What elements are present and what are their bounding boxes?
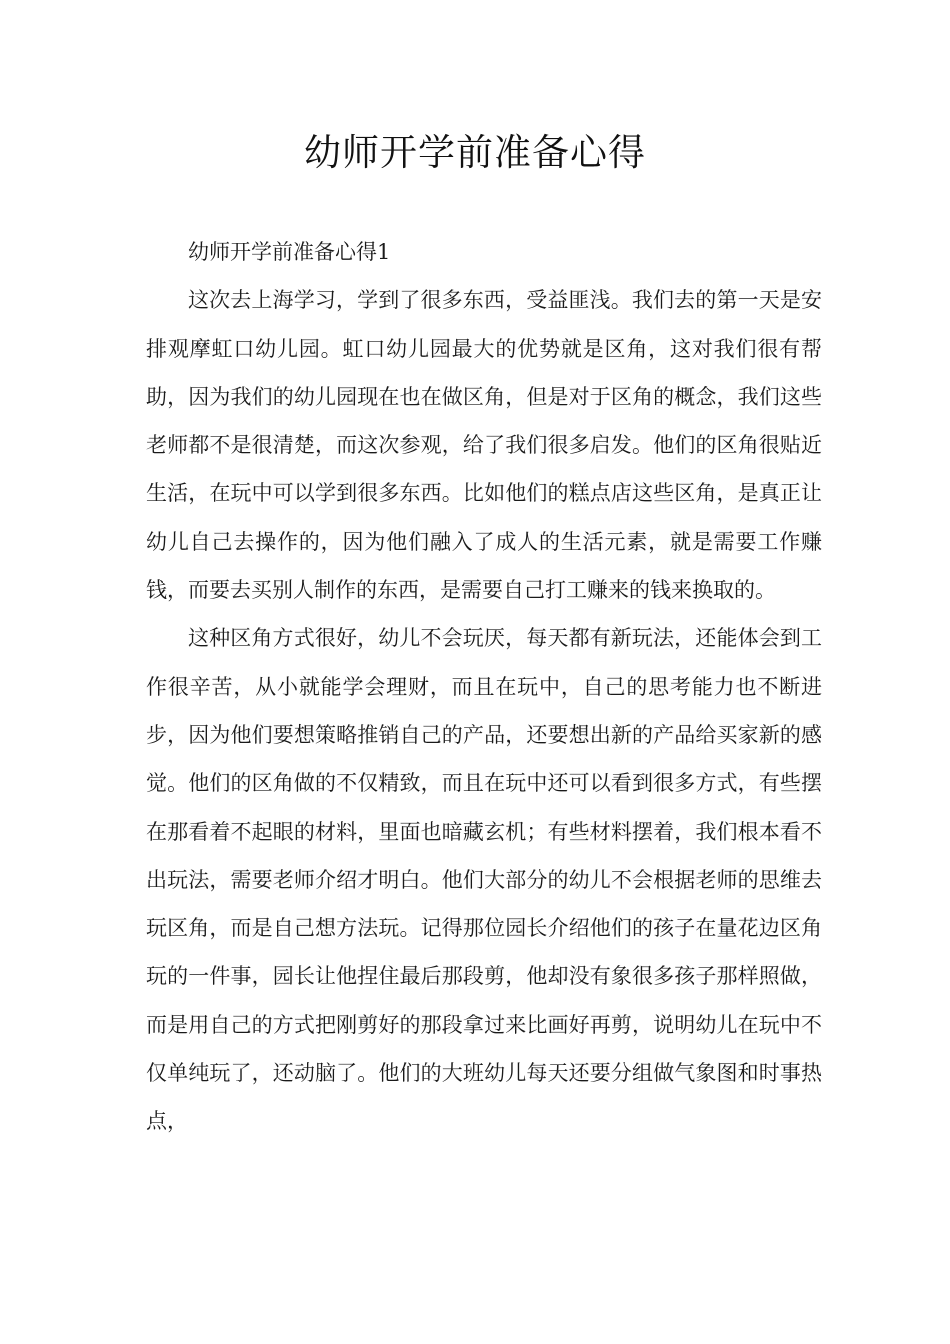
document-title: 幼师开学前准备心得: [304, 131, 646, 174]
section-heading: 幼师开学前准备心得1: [188, 240, 391, 264]
document-body: [146, 228, 822, 1146]
paragraph-2: 这种区角方式很好，幼儿不会玩厌，每天都有新玩法，还能体会到工作很辛苦，从小就能学会理财，而且在玩中，自己的思考能力也不断进步，因为他们要想策略推销自己的产品，还要想出新的产品给买家新的感觉。他们的区角做的不仅精致，而且在玩中还可以看到很多方式，有些摆在那看着不起眼的材料，里面也暗藏玄机；有些材料摆着，我们根本看不出玩法，需要老师介绍才明白。他们大部分的幼儿不会根据老师的思维去玩区角，而是自己想方法玩。记得那位园长介绍他们的孩子在量花边区角玩的一件事，园长让他捏住最后那段剪，他却没有象很多孩子那样照做，而是用自己的方式把刚剪好的那段拿过来比画好再剪，说明幼儿在玩中不仅单纯玩了，还动脑了。他们的大班幼儿每天还要分组做气象图和时事热点，: [146, 626, 822, 1134]
paragraph-1: 这次去上海学习，学到了很多东西，受益匪浅。我们去的第一天是安排观摩虹口幼儿园。虹口幼儿园最大的优势就是区角，这对我们很有帮助，因为我们的幼儿园现在也在做区角，但是对于区角的概念，我们这些老师都不是很清楚，而这次参观，给了我们很多启发。他们的区角很贴近生活，在玩中可以学到很多东西。比如他们的糕点店这些区角，是真正让幼儿自己去操作的，因为他们融入了成人的生活元素，就是需要工作赚钱，而要去买别人制作的东西，是需要自己打工赚来的钱来换取的。: [146, 288, 822, 603]
